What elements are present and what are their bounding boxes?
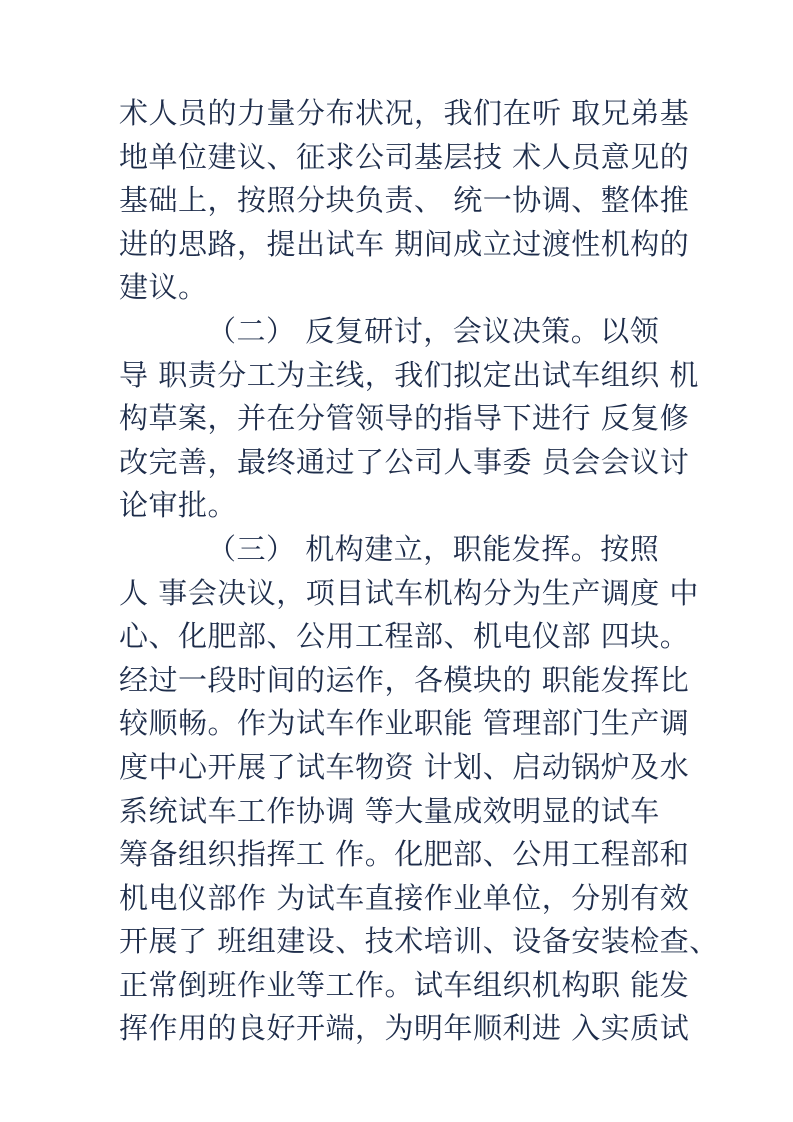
- text-line: 导 职责分工为主线，我们拟定出试车组织 机: [119, 357, 699, 392]
- section-heading-line: （三） 机构建立，职能发挥。按照: [207, 531, 660, 566]
- text-line: 进的思路，提出试车 期间成立过渡性机构的: [119, 226, 690, 261]
- text-line: 正常倒班作业等工作。试车组织机构职 能发: [119, 967, 690, 1002]
- text-line: 地单位建议、征求公司基层技 术人员意见的: [119, 139, 690, 174]
- text-line: 经过一段时间的运作，各模块的 职能发挥比: [119, 662, 690, 697]
- text-line: 论审批。: [119, 488, 238, 523]
- section-heading-line: （二） 反复研讨，会议决策。以领: [207, 313, 660, 348]
- text-line: 较顺畅。作为试车作业职能 管理部门生产调: [119, 706, 690, 741]
- text-line: 机电仪部作 为试车直接作业单位，分别有效: [119, 880, 690, 915]
- text-line: 术人员的力量分布状况，我们在听 取兄弟基: [119, 96, 690, 130]
- text-line: 构草案，并在分管领导的指导下进行 反复修: [119, 401, 690, 436]
- text-line: 心、化肥部、公用工程部、机电仪部 四块。: [119, 619, 690, 654]
- text-line: 度中心开展了试车物资 计划、启动锅炉及水: [119, 749, 690, 784]
- text-line: 改完善，最终通过了公司人事委 员会会议讨: [119, 444, 690, 479]
- body-text: [119, 92, 719, 1051]
- text-line: 人 事会决议，项目试车机构分为生产调度 中: [119, 575, 699, 610]
- text-line: 建议。: [119, 270, 208, 305]
- text-line: 开展了 班组建设、技术培训、设备安装检查、: [119, 924, 719, 959]
- text-line: 挥作用的良好开端，为明年顺利进 入实质试: [119, 1011, 690, 1046]
- text-line: 基础上，按照分块负责、 统一协调、整体推: [119, 183, 690, 218]
- text-line: 系统试车工作协调 等大量成效明显的试车: [119, 793, 660, 828]
- text-line: 筹备组织指挥工 作。化肥部、公用工程部和: [119, 837, 690, 872]
